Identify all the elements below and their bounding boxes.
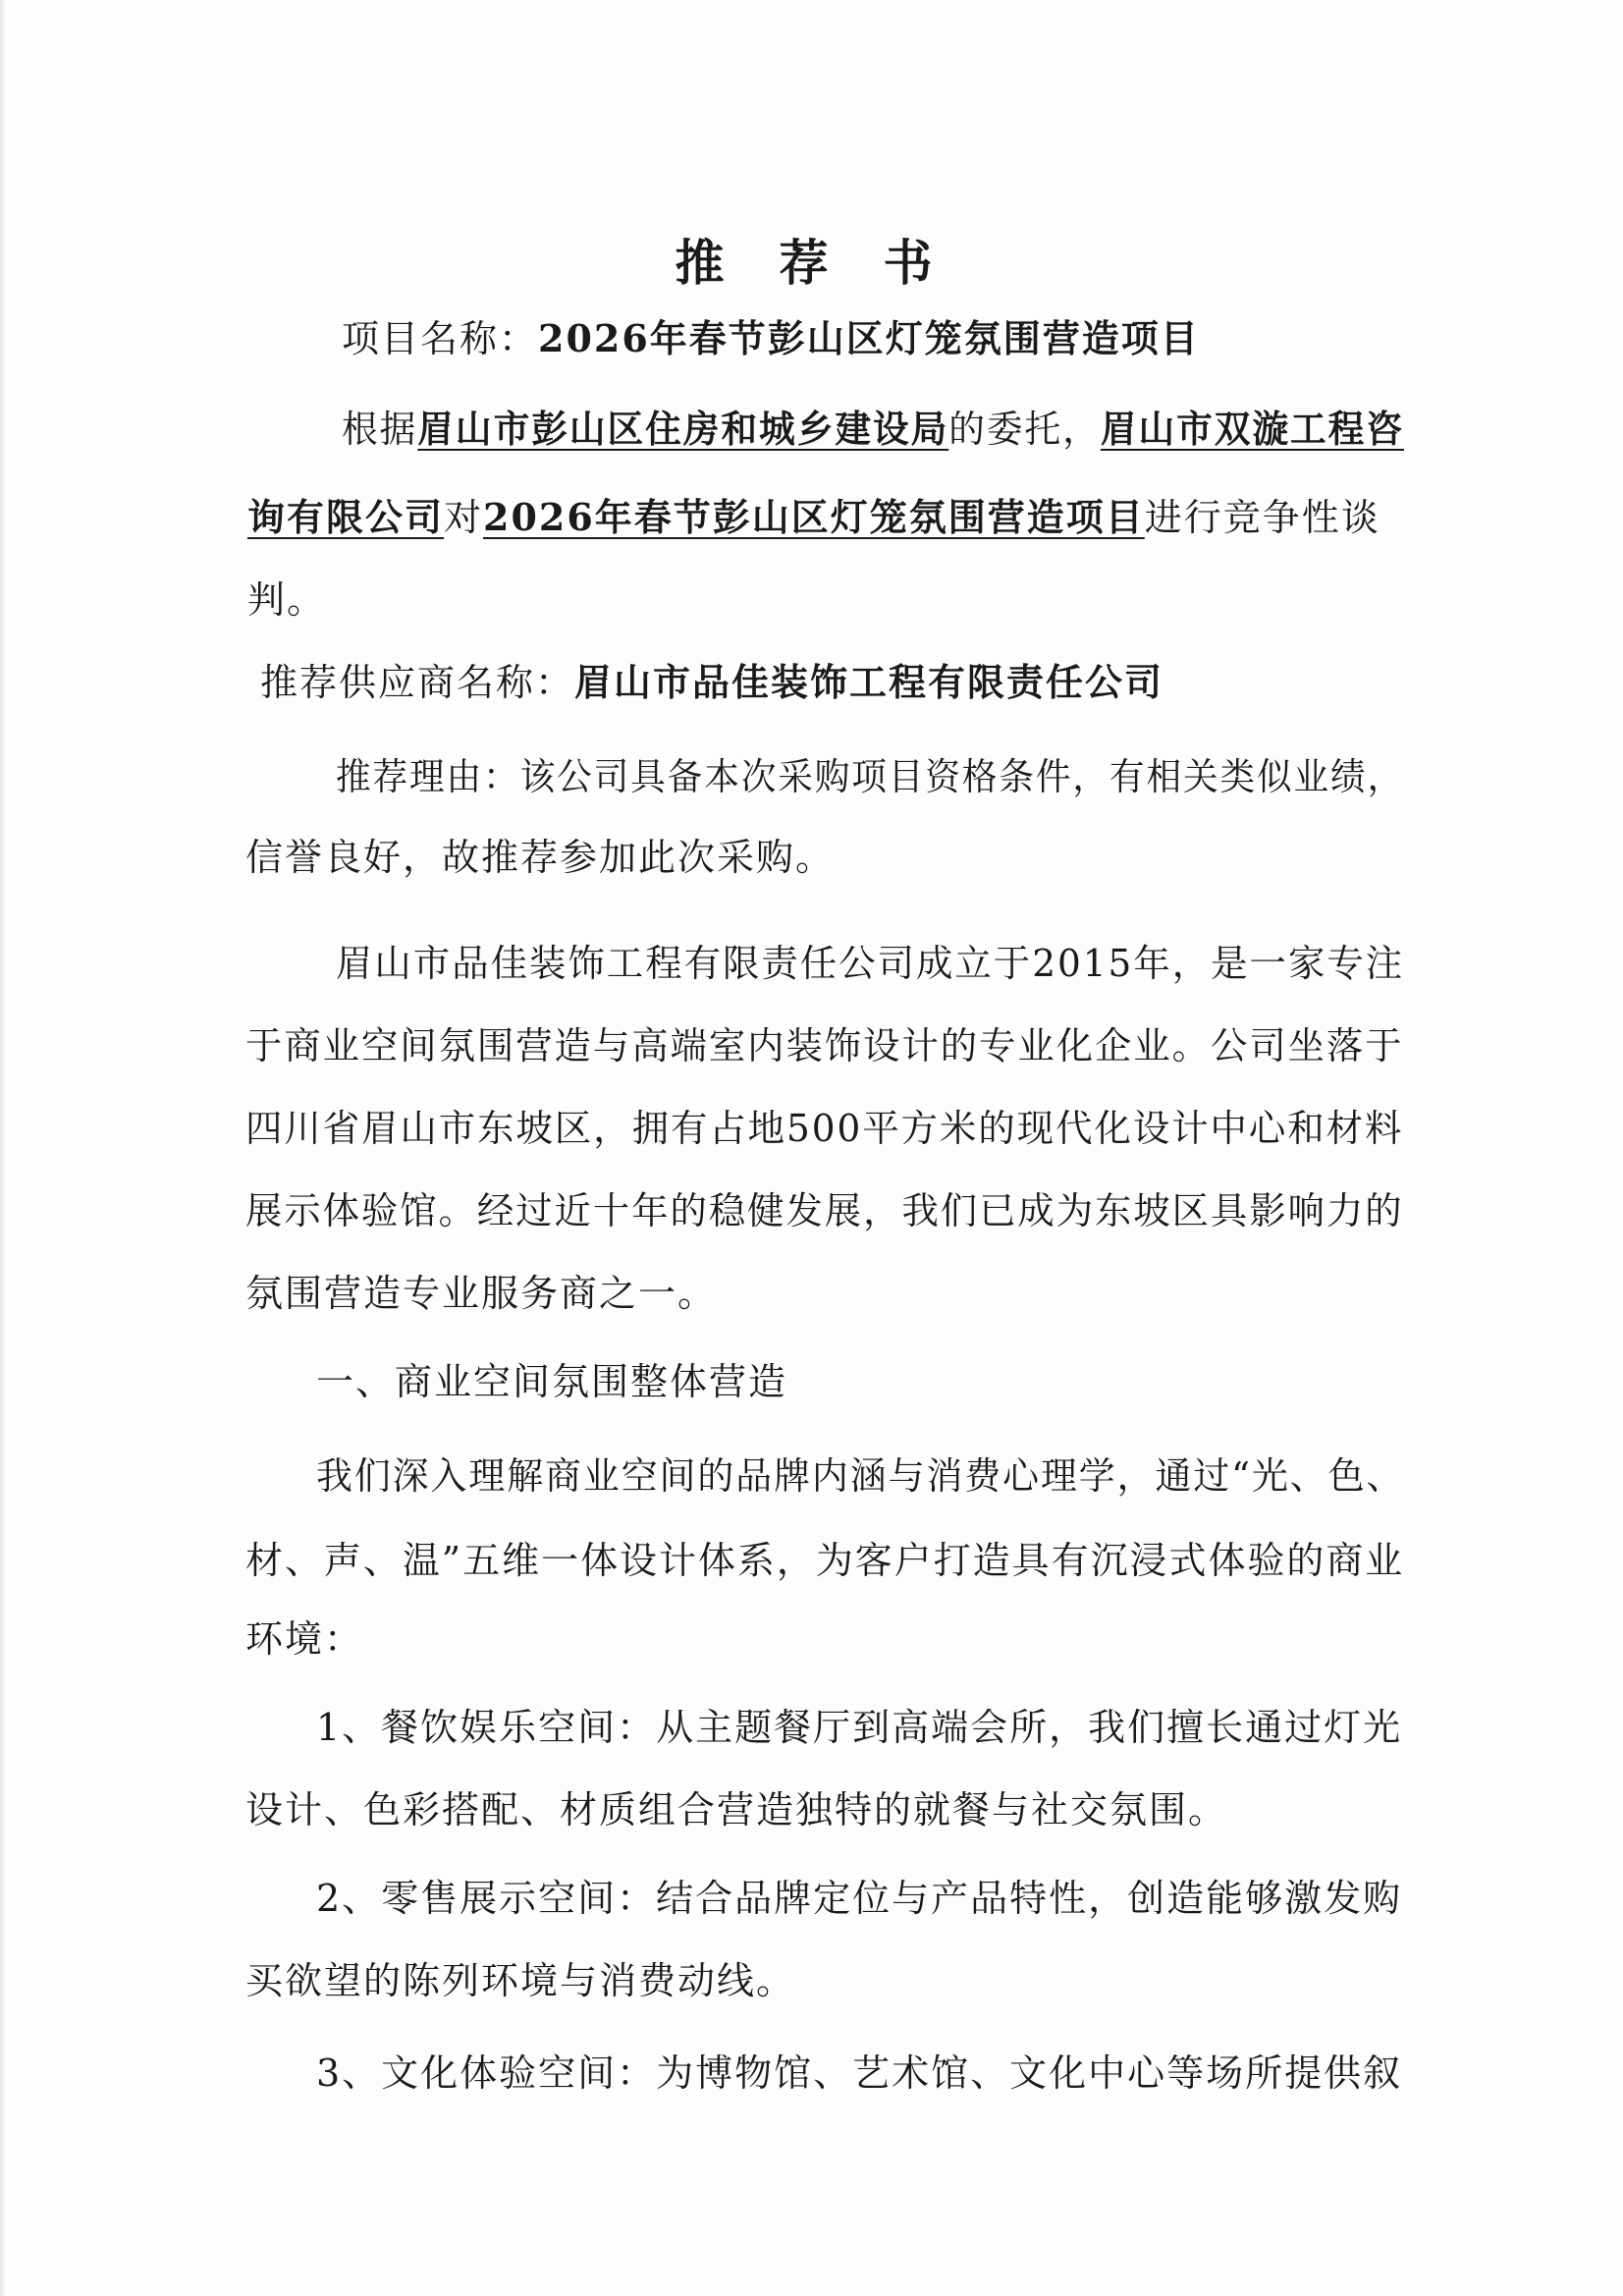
commission-line-3: 判。 <box>247 578 327 622</box>
section-1-para-line-2: 材、声、温”五维一体设计体系，为客户打造具有沉浸式体验的商业 <box>245 1539 1405 1582</box>
commission-mid-1: 的委托， <box>948 408 1101 451</box>
project-label: 项目名称： <box>342 317 539 360</box>
commission-prefix: 根据 <box>342 408 418 451</box>
agency-name-part-2: 询有限公司 <box>247 495 445 539</box>
page-title: 推荐书 <box>675 234 988 292</box>
section-1-para-line-3: 环境： <box>245 1617 364 1661</box>
commission-project: 2026年春节彭山区灯笼氛围营造项目 <box>483 495 1145 539</box>
item-2-line-1: 2、零售展示空间：结合品牌定位与产品特性，创造能够激发购 <box>316 1877 1403 1920</box>
intro-line-1: 眉山市品佳装饰工程有限责任公司成立于2015年，是一家专注 <box>336 942 1405 985</box>
intro-line-2: 于商业空间氛围营造与高端室内装饰设计的专业化企业。公司坐落于 <box>245 1024 1404 1067</box>
commission-line-1 <box>342 405 1404 454</box>
supplier-line <box>260 658 1163 707</box>
project-name-line <box>342 314 1200 363</box>
supplier-name: 眉山市品佳装饰工程有限责任公司 <box>574 660 1164 704</box>
project-name: 2026年春节彭山区灯笼氛围营造项目 <box>538 316 1200 360</box>
reason-line-1: 推荐理由：该公司具备本次采购项目资格条件，有相关类似业绩， <box>336 755 1405 798</box>
item-2-line-2: 买欲望的陈列环境与消费动线。 <box>245 1959 796 2002</box>
item-1-line-2: 设计、色彩搭配、材质组合营造独特的就餐与社交氛围。 <box>245 1788 1228 1831</box>
commission-mid-2: 对 <box>444 496 484 539</box>
section-1-para-line-1: 我们深入理解商业空间的品牌内涵与消费心理学，通过“光、色、 <box>316 1454 1405 1498</box>
reason-line-2: 信誉良好，故推荐参加此次采购。 <box>245 836 836 879</box>
item-3-line-1: 3、文化体验空间：为博物馆、艺术馆、文化中心等场所提供叙 <box>316 2051 1403 2095</box>
commission-line-2 <box>247 493 1380 542</box>
section-1-heading: 一、商业空间氛围整体营造 <box>316 1360 788 1403</box>
item-1-line-1: 1、餐饮娱乐空间：从主题餐厅到高端会所，我们擅长通过灯光 <box>316 1706 1403 1749</box>
intro-line-5: 氛围营造专业服务商之一。 <box>245 1272 718 1315</box>
agency-name-part-1: 眉山市双漩工程咨 <box>1100 407 1404 451</box>
supplier-label: 推荐供应商名称： <box>260 661 575 704</box>
scan-edge <box>0 0 6 2296</box>
client-name: 眉山市彭山区住房和城乡建设局 <box>417 407 949 451</box>
commission-suffix: 进行竞争性谈 <box>1144 496 1380 539</box>
intro-line-3: 四川省眉山市东坡区，拥有占地500平方米的现代化设计中心和材料 <box>245 1107 1404 1150</box>
intro-line-4: 展示体验馆。经过近十年的稳健发展，我们已成为东坡区具影响力的 <box>245 1189 1404 1232</box>
